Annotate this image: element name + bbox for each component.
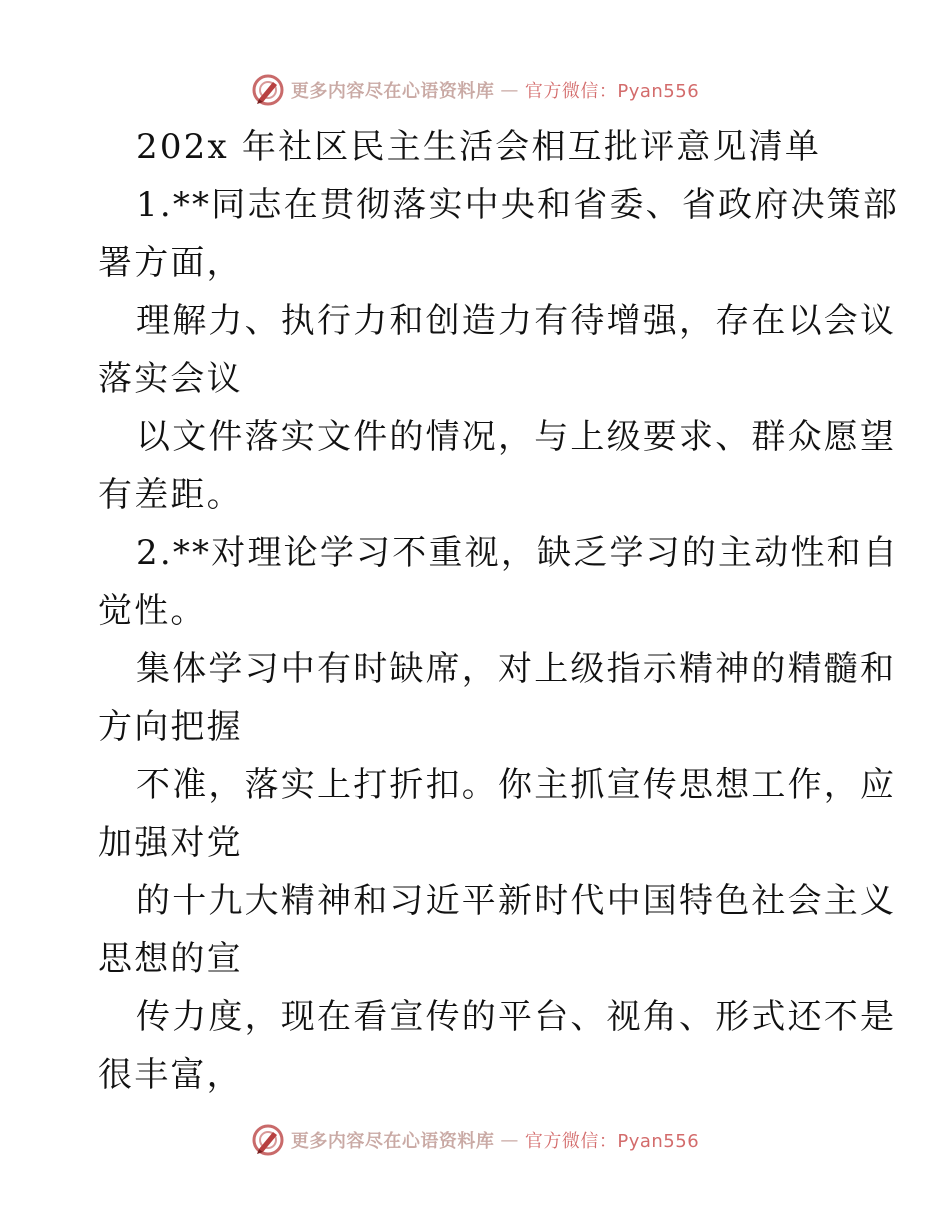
paragraph-line: 集体学习中有时缺席，对上级指示精神的精髓和 [136, 649, 897, 689]
paragraph-line: 思想的宣 [98, 939, 243, 979]
paragraph-line: 方向把握 [98, 707, 243, 747]
watermark-contact: 官方微信：Pyan556 [524, 1131, 700, 1152]
watermark-brand: 更多内容尽在心语资料库 [290, 81, 495, 102]
paragraph-line: 落实会议 [98, 359, 243, 399]
watermark-brand: 更多内容尽在心语资料库 [290, 1131, 495, 1152]
paragraph-line: 1.**同志在贯彻落实中央和省委、省政府决策部 [136, 185, 900, 225]
paragraph-line: 觉性。 [98, 591, 207, 631]
paragraph-line: 2.**对理论学习不重视，缺乏学习的主动性和自 [136, 533, 900, 573]
pen-logo-icon [251, 1123, 285, 1157]
paragraph-line: 有差距。 [98, 475, 243, 515]
paragraph-line: 署方面， [98, 243, 243, 283]
watermark-dash: — [500, 1129, 519, 1151]
paragraph-line: 传力度，现在看宣传的平台、视角、形式还不是 [136, 997, 897, 1037]
paragraph-line: 很丰富， [98, 1055, 243, 1095]
paragraph-line: 加强对党 [98, 823, 243, 863]
document-body [98, 118, 900, 1104]
watermark-dash: — [500, 79, 519, 101]
pen-logo-icon [251, 73, 285, 107]
paragraph-line: 以文件落实文件的情况，与上级要求、群众愿望 [136, 417, 897, 457]
header-watermark [0, 68, 950, 112]
paragraph-line: 的十九大精神和习近平新时代中国特色社会主义 [136, 881, 897, 921]
watermark-contact: 官方微信：Pyan556 [524, 81, 700, 102]
paragraph-line: 理解力、执行力和创造力有待增强，存在以会议 [136, 301, 897, 341]
paragraph-line: 不准，落实上打折扣。你主抓宣传思想工作，应 [136, 765, 897, 805]
footer-watermark [0, 1118, 950, 1162]
document-title: 202x 年社区民主生活会相互批评意见清单 [136, 127, 822, 167]
